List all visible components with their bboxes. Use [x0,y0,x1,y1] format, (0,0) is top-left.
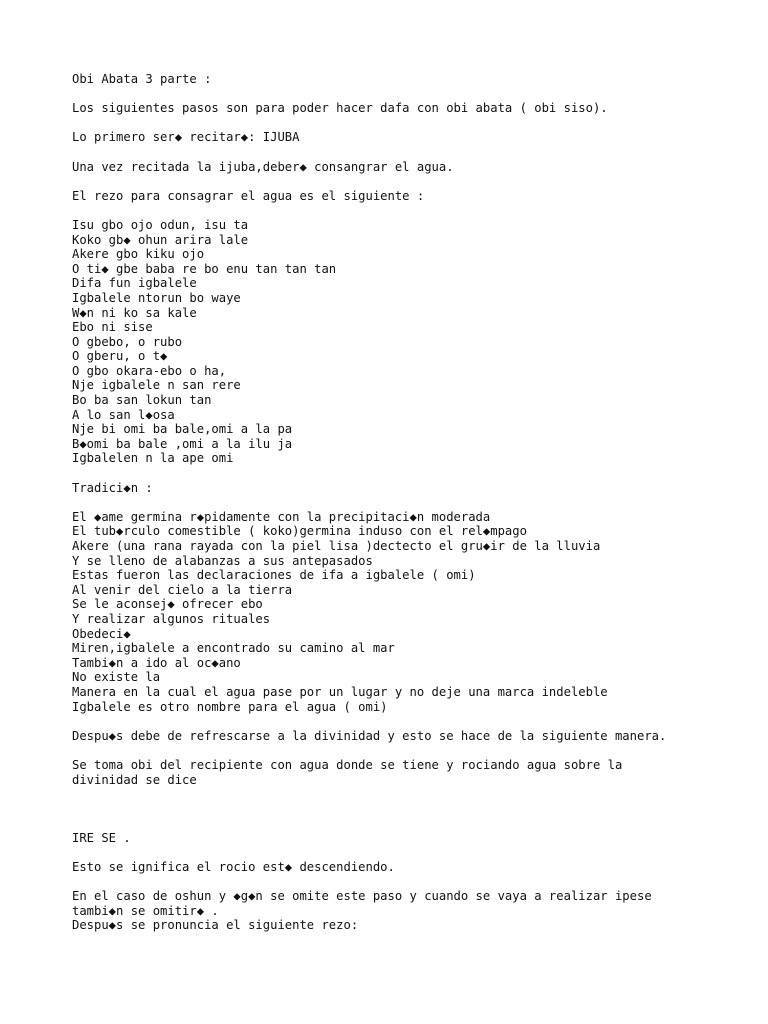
text-paragraph [72,889,732,933]
text-line: O ti◆ gbe baba re bo enu tan tan tan [72,261,337,276]
text-line: Esto se ignifica el rocio est◆ descendiendo. [72,860,395,875]
text-line: Tradici◆n : [72,480,153,495]
text-line: Lo primero ser◆ recitar◆: IJUBA [72,130,300,145]
text-paragraph [72,758,732,787]
text-line: O gberu, o t◆ [72,349,168,364]
text-line: Despu◆s se pronuncia el siguiente rezo: [72,918,359,933]
text-line: IRE SE . [72,830,131,845]
text-line: Ebo ni sise [72,320,153,335]
text-line: Igbalelen n la ape omi [72,451,234,466]
text-line: Miren,igbalele a encontrado su camino al mar [72,641,395,656]
text-line: O gbebo, o rubo [72,334,183,349]
text-line: Akere (una rana rayada con la piel lisa )dectecto el gru◆ir de la lluvia [72,539,601,553]
text-paragraph [72,218,732,466]
text-line: Igbalele es otro nombre para el agua ( omi) [72,699,388,714]
text-paragraph [72,160,732,175]
text-line: Nje igbalele n san rere [72,378,241,393]
text-line: El rezo para consagrar el agua es el siguiente : [72,188,425,203]
text-line: Bo ba san lokun tan [72,393,212,408]
text-paragraph [72,189,732,204]
text-line: Una vez recitada la ijuba,deber◆ consangrar el agua. [72,159,454,174]
text-line: A lo san l◆osa [72,407,175,422]
text-line: Igbalele ntorun bo waye [72,290,241,305]
text-line: En el caso de oshun y ◆g◆n se omite este paso y cuando se vaya a realizar ipese [72,889,652,904]
text-line: Obedeci◆ [72,626,131,641]
text-line: Nje bi omi ba bale,omi a la pa [72,422,293,437]
text-paragraph [72,860,732,875]
text-line: O gbo okara-ebo o ha, [72,363,227,378]
text-line: Obi Abata 3 parte : [72,72,212,86]
text-line: Al venir del cielo a la tierra [72,582,293,597]
text-line: El ◆ame germina r◆pidamente con la precipitaci◆n moderada [72,509,491,524]
text-line: Koko gb◆ ohun arira lale [72,232,249,247]
text-line: W◆n ni ko sa kale [72,305,197,320]
text-line: Despu◆s debe de refrescarse a la divinidad y esto se hace de la siguiente manera. [72,728,667,743]
text-line: Se le aconsej◆ ofrecer ebo [72,597,263,612]
text-line: tambi◆n se omitir◆ . [72,903,219,918]
text-line: divinidad se dice [72,772,197,787]
text-line: Se toma obi del recipiente con agua donde se tiene y rociando agua sobre la [72,757,623,772]
text-paragraph [72,831,732,846]
text-line: Tambi◆n a ido al oc◆ano [72,655,241,670]
text-paragraph [72,481,732,496]
text-line: No existe la [72,670,161,685]
text-paragraph [72,101,732,116]
text-line: Isu gbo ojo odun, isu ta [72,217,249,232]
text-line: El tub◆rculo comestible ( koko)germina induso con el rel◆mpago [72,524,527,539]
text-paragraph [72,72,732,87]
text-paragraph [72,510,732,714]
text-line: B◆omi ba bale ,omi a la ilu ja [72,436,293,451]
text-line: Y realizar algunos rituales [72,611,271,626]
document-page [72,72,732,948]
text-paragraph [72,130,732,145]
paragraph-spacer [72,802,732,831]
text-paragraph [72,729,732,744]
text-line: Y se lleno de alabanzas a sus antepasados [72,553,373,568]
text-line: Difa fun igbalele [72,276,197,291]
document-body [72,72,732,933]
text-line: Manera en la cual el agua pase por un lugar y no deje una marca indeleble [72,684,608,699]
text-line: Estas fueron las declaraciones de ifa a igbalele ( omi) [72,568,476,583]
text-line: Akere gbo kiku ojo [72,247,205,262]
text-line: Los siguientes pasos son para poder hacer dafa con obi abata ( obi siso). [72,101,608,116]
